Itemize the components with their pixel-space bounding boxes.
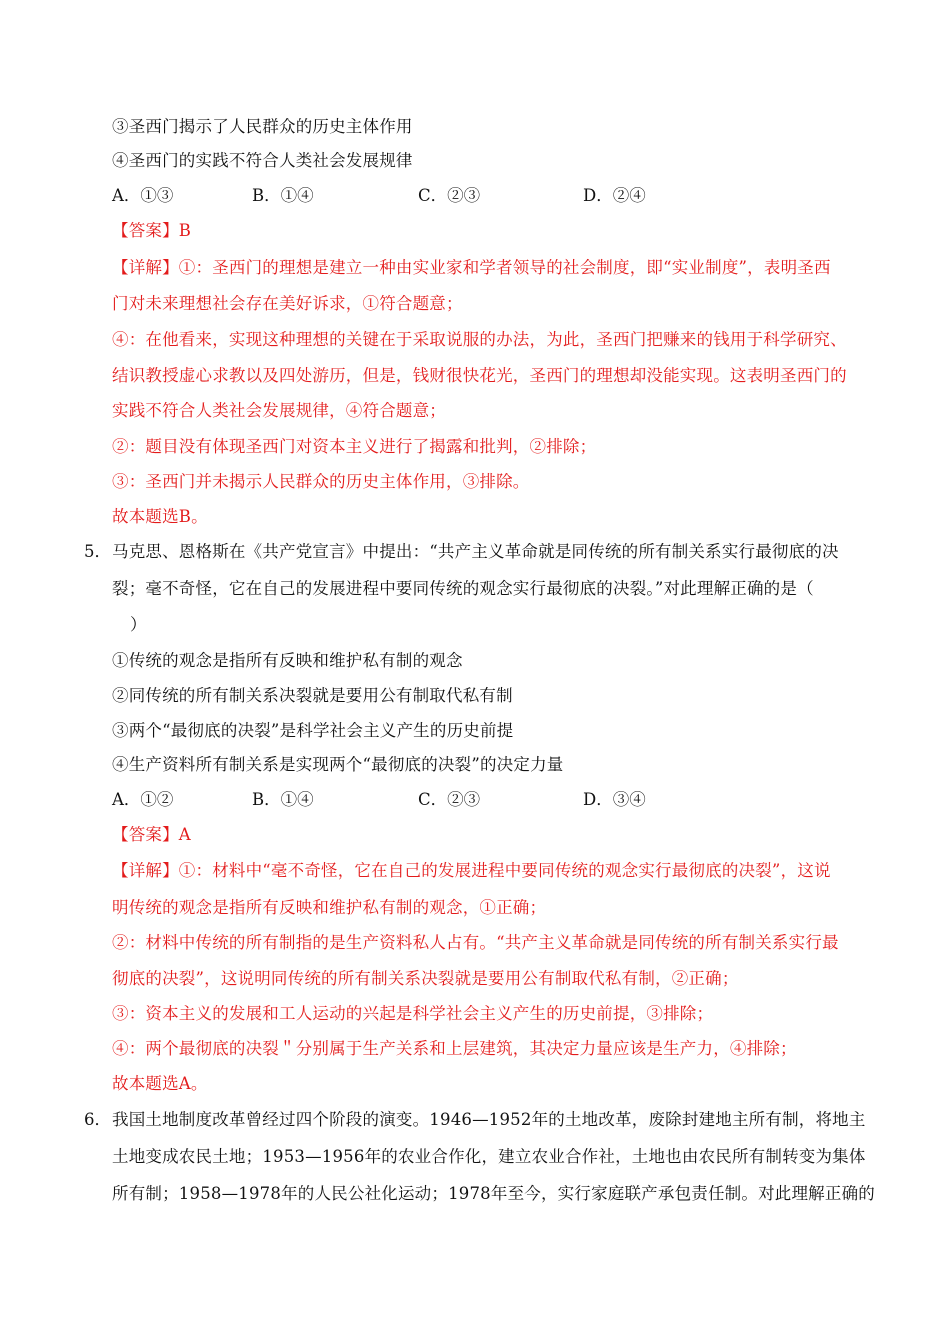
q5-explanation-line: 明传统的观念是指所有反映和维护私有制的观念，①正确；: [112, 898, 547, 917]
q4-explanation-line: 门对未来理想社会存在美好诉求，①符合题意；: [112, 294, 463, 313]
q4-option-b: B．①④: [252, 186, 314, 205]
q4-explanation-line: 实践不符合人类社会发展规律，④符合题意；: [112, 401, 446, 420]
q5-option-b: B．①④: [252, 790, 314, 809]
q4-explanation-line: ②：题目没有体现圣西门对资本主义进行了揭露和批判，②排除；: [112, 437, 597, 456]
q4-statement-3: ③圣西门揭示了人民群众的历史主体作用: [112, 117, 413, 136]
q5-explanation-line: ④：两个最彻底的决裂＂分别属于生产关系和上层建筑，其决定力量应该是生产力，④排除；: [112, 1039, 797, 1058]
q5-stem-line: 裂；毫不奇怪，它在自己的发展进程中要同传统的观念实行最彻底的决裂。”对此理解正确的是（: [112, 579, 814, 598]
q5-option-c: C．②③: [418, 790, 481, 809]
q4-answer: 【答案】B: [112, 221, 192, 240]
q4-explanation-line: 【详解】①：圣西门的理想是建立一种由实业家和学者领导的社会制度，即“实业制度”，表明圣西: [112, 258, 831, 277]
q5-stem-line: 马克思、恩格斯在《共产党宣言》中提出：“共产主义革命就是同传统的所有制关系实行最彻底的决: [112, 542, 839, 561]
q5-statement-1: ①传统的观念是指所有反映和维护私有制的观念: [112, 651, 463, 670]
q4-conclusion: 故本题选B。: [112, 507, 208, 526]
q5-explanation-line: 彻底的决裂”，这说明同传统的所有制关系决裂就是要用公有制取代私有制，②正确；: [112, 969, 739, 988]
q4-option-d: D．②④: [583, 186, 646, 205]
q5-statement-3: ③两个“最彻底的决裂”是科学社会主义产生的历史前提: [112, 721, 514, 740]
q5-explanation-line: ③：资本主义的发展和工人运动的兴起是科学社会主义产生的历史前提，③排除；: [112, 1004, 714, 1023]
q6-number: 6．: [84, 1110, 111, 1129]
q5-statement-2: ②同传统的所有制关系决裂就是要用公有制取代私有制: [112, 686, 513, 705]
q5-number: 5．: [84, 542, 111, 561]
q4-option-c: C．②③: [418, 186, 481, 205]
q4-explanation-line: 结识教授虚心求教以及四处游历，但是，钱财很快花光，圣西门的理想却没能实现。这表明圣西门的: [112, 366, 847, 385]
q5-explanation-line: ②：材料中传统的所有制指的是生产资料私人占有。“共产主义革命就是同传统的所有制关系实行最: [112, 933, 839, 952]
q5-explanation-line: 【详解】①：材料中“毫不奇怪，它在自己的发展进程中要同传统的观念实行最彻底的决裂”，这说: [112, 861, 831, 880]
q4-explanation-line: ④：在他看来，实现这种理想的关键在于采取说服的办法，为此，圣西门把赚来的钱用于科学研究、: [112, 330, 847, 349]
q6-stem-line: 所有制；1958—1978年的人民公社化运动；1978年至今，实行家庭联产承包责任制。对此理解正确的: [112, 1184, 875, 1203]
q5-stem-line: ）: [130, 615, 147, 634]
q4-explanation-line: ③：圣西门并未揭示人民群众的历史主体作用，③排除。: [112, 472, 530, 491]
q4-statement-4: ④圣西门的实践不符合人类社会发展规律: [112, 151, 413, 170]
q5-option-d: D．③④: [583, 790, 646, 809]
q5-conclusion: 故本题选A。: [112, 1074, 208, 1093]
q4-option-a: A．①③: [112, 186, 174, 205]
q6-stem-line: 我国土地制度改革曾经过四个阶段的演变。1946—1952年的土地改革，废除封建地主所有制，将地主: [112, 1110, 866, 1129]
q6-stem-line: 土地变成农民土地；1953—1956年的农业合作化，建立农业合作社，土地也由农民所有制转变为集体: [112, 1147, 866, 1166]
q5-statement-4: ④生产资料所有制关系是实现两个“最彻底的决裂”的决定力量: [112, 755, 564, 774]
q5-answer: 【答案】A: [112, 825, 191, 844]
q5-option-a: A．①②: [112, 790, 174, 809]
